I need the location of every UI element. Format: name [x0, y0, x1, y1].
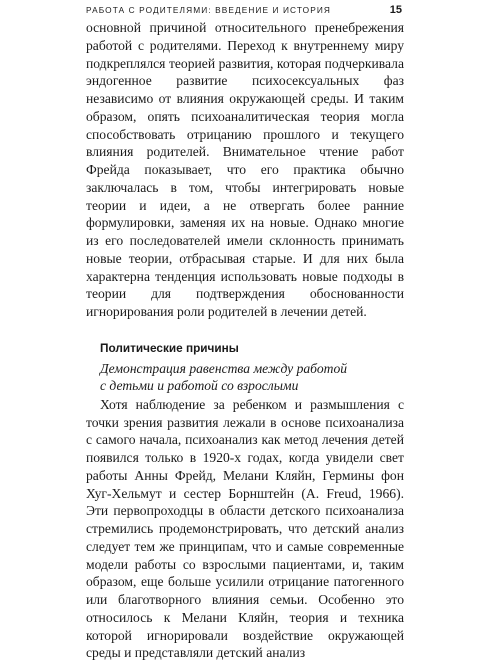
- page-number: 15: [389, 4, 402, 16]
- page-body: [86, 19, 404, 662]
- body-paragraph: основной причиной относительного пренебрежения работой с родителями. Переход к внутреннему миру подкреплялся теорией развития, которая подчеркивала эндогенное развитие психосексуальных фаз независимо от влияния окружающей среды. И таким образом, опять психоаналитическая теория могла способствовать отрицанию прошлого и текущего влияния родителей. Внимательное чтение работ Фрейда показывает, что его практика обычно заключалась в том, чтобы интегрировать новые теории и идеи, а не отвергать более ранние формулировки, заменяя их на новые. Однако многие из его последователей имели склонность принимать новые теории, отбрасывая старые. И для них была характерна тенденция использовать новые подходы в теории для подтверждения обоснованности игнорирования роли родителей в лечении детей.: [86, 20, 404, 319]
- subsection-heading-line: Демонстрация равенства между работой: [100, 360, 348, 376]
- section-heading: Политические причины: [100, 340, 239, 355]
- subsection-heading-line: с детьми и работой со взрослыми: [100, 378, 299, 394]
- running-header: [86, 0, 402, 20]
- subsection-heading: [86, 360, 404, 395]
- body-paragraph: Хотя наблюдение за ребенком и размышления с точки зрения развития лежали в основе психоанализа с самого начала, психоанализ как метод лечения детей появился только в 1920-х годах, когда увидели свет работы Анны Фрейд, Мелани Кляйн, Гермины фон Хуг-Хельмут и сестер Борнштейн (A. Freud, 1966). Эти первопроходцы в области детского психоанализа стремились продемонстрировать, что детский анализ следует тем же принципам, что и самые современные модели работы со взрослыми пациентами, и, таким образом, еще больше усилили отрицание патогенного или благотворного влияния семьи. Особенно это относилось к Мелани Кляйн, теория и техника которой игнорировали воздействие окружающей среды и представляли детский анализ: [86, 396, 404, 661]
- running-title: РАБОТА С РОДИТЕЛЯМИ: ВВЕДЕНИЕ И ИСТОРИЯ: [86, 5, 332, 15]
